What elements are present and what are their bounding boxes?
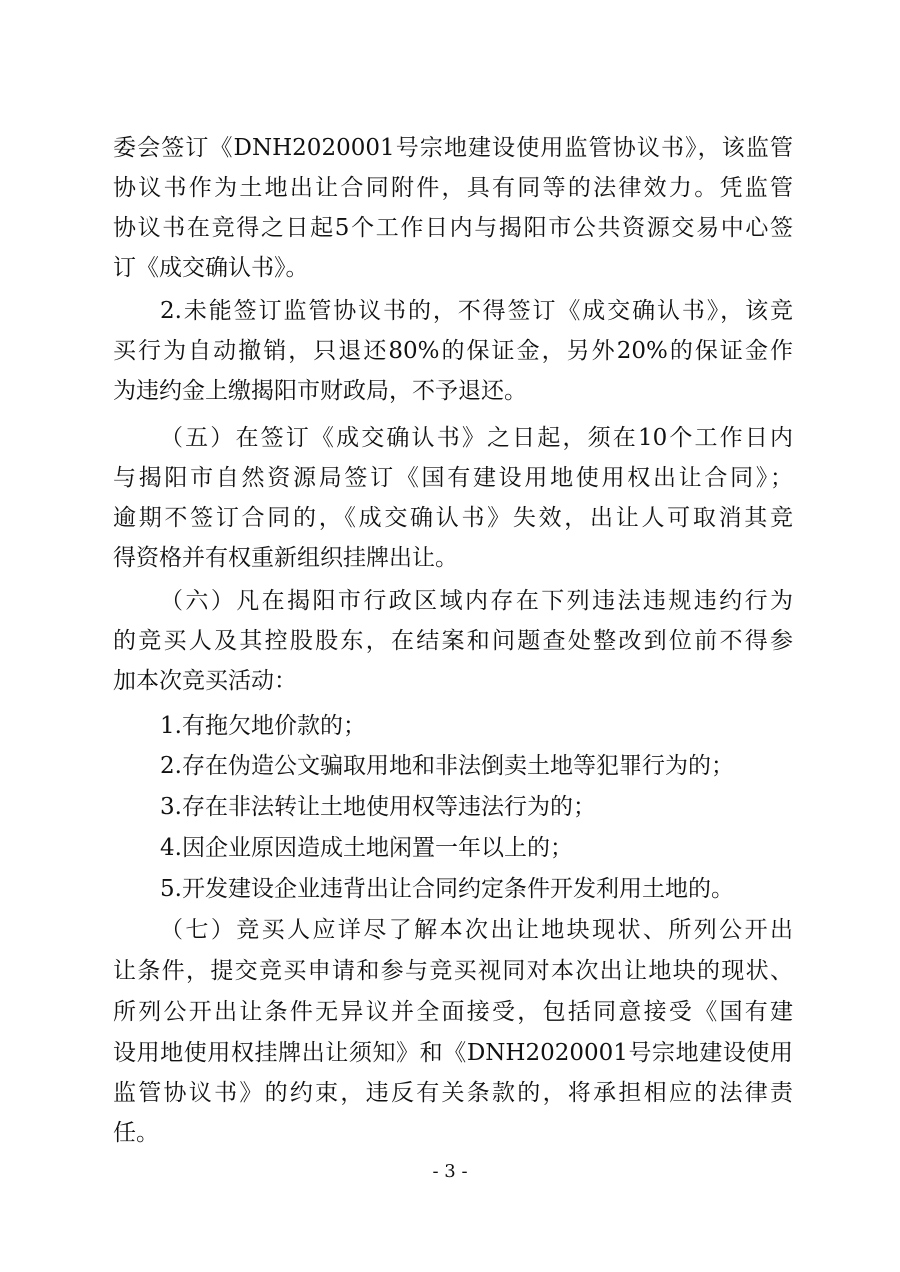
- list-item: 3.存在非法转让土地使用权等违法行为的；: [160, 794, 596, 820]
- text-line: 2.未能签订监管协议书的，不得签订《成交确认书》，该竞: [160, 298, 793, 324]
- text-line: 与揭阳市自然资源局签订《国有建设用地使用权出让合同》；: [113, 465, 793, 491]
- text-line: 设用地使用权挂牌出让须知》和《DNH2020001号宗地建设使用: [113, 1040, 793, 1066]
- list-item: 5.开发建设企业违背出让合同约定条件开发利用土地的。: [160, 876, 734, 902]
- text-line: 协议书作为土地出让合同附件，具有同等的法律效力。凭监管: [113, 175, 793, 201]
- list-item: 2.存在伪造公文骗取用地和非法倒卖土地等犯罪行为的；: [160, 753, 734, 779]
- page-number: - 3 -: [432, 1161, 468, 1182]
- text-line: 协议书在竞得之日起5个工作日内与揭阳市公共资源交易中心签: [113, 215, 793, 241]
- text-line: （七）竞买人应详尽了解本次出让地块现状、所列公开出: [160, 917, 793, 943]
- text-line: 加本次竞买活动：: [113, 668, 297, 694]
- list-item: 4.因企业原因造成土地闲置一年以上的；: [160, 835, 573, 861]
- text-line: 逾期不签订合同的，《成交确认书》失效，出让人可取消其竞: [113, 505, 793, 531]
- text-line: 监管协议书》的约束，违反有关条款的，将承担相应的法律责: [113, 1080, 793, 1106]
- text-line: 得资格并有权重新组织挂牌出让。: [113, 545, 458, 571]
- text-line: 所列公开出让条件无异议并全面接受，包括同意接受《国有建: [113, 999, 793, 1025]
- text-line: 订《成交确认书》。: [113, 255, 309, 281]
- text-line: （六）凡在揭阳市行政区域内存在下列违法违规违约行为: [160, 588, 793, 614]
- list-item: 1.有拖欠地价款的；: [160, 713, 366, 739]
- text-line: （五）在签订《成交确认书》之日起，须在10个工作日内: [160, 425, 793, 451]
- text-line: 委会签订《DNH2020001号宗地建设使用监管协议书》，该监管: [113, 135, 793, 161]
- text-line: 买行为自动撤销，只退还80%的保证金，另外20%的保证金作: [113, 338, 793, 364]
- text-line: 让条件，提交竞买申请和参与竞买视同对本次出让地块的现状、: [113, 958, 793, 984]
- text-line: 的竞买人及其控股股东，在结案和问题查处整改到位前不得参: [113, 628, 793, 654]
- text-line: 任。: [113, 1120, 159, 1146]
- text-line: 为违约金上缴揭阳市财政局，不予退还。: [113, 378, 527, 404]
